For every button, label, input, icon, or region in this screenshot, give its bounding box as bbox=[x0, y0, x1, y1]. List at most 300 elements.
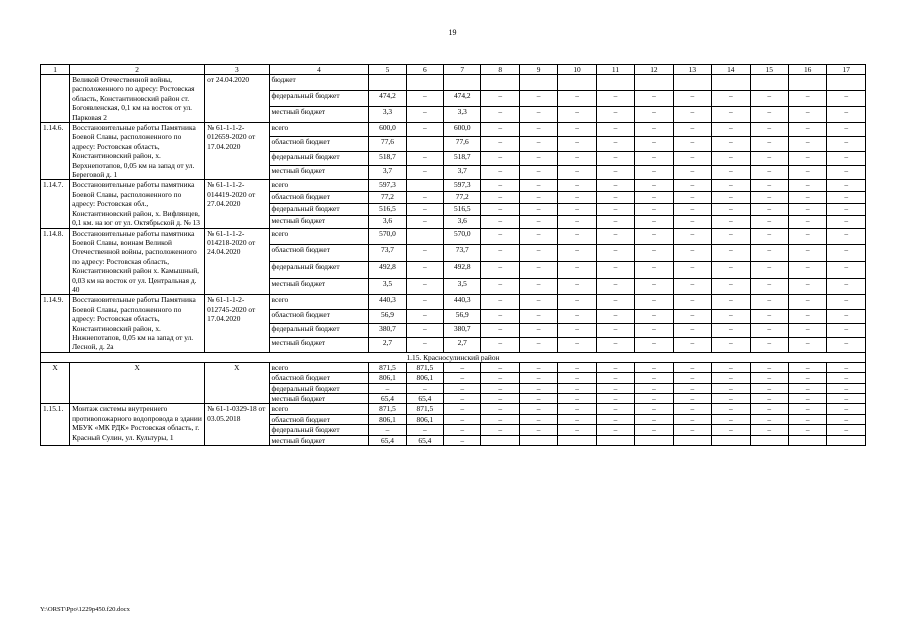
value-cell: 871,5 bbox=[406, 362, 443, 372]
value-cell: – bbox=[406, 204, 443, 216]
value-cell: – bbox=[712, 216, 750, 228]
value-cell: – bbox=[558, 180, 596, 192]
value-cell: 3,7 bbox=[444, 166, 481, 180]
value-cell: 73,7 bbox=[369, 245, 406, 262]
value-cell: – bbox=[406, 309, 443, 323]
value-cell: – bbox=[750, 383, 788, 393]
value-cell: – bbox=[673, 324, 711, 338]
value-cell: – bbox=[827, 107, 866, 123]
value-cell: 871,5 bbox=[406, 404, 443, 414]
value-cell bbox=[369, 75, 406, 91]
value-cell: 806,1 bbox=[406, 414, 443, 424]
value-cell: – bbox=[596, 425, 634, 435]
value-cell: 3,7 bbox=[369, 166, 406, 180]
value-cell: 56,9 bbox=[444, 309, 481, 323]
funding-source: местный бюджет bbox=[269, 278, 369, 295]
value-cell: – bbox=[712, 123, 750, 137]
value-cell: – bbox=[519, 204, 557, 216]
value-cell: – bbox=[827, 261, 866, 278]
value-cell: – bbox=[750, 425, 788, 435]
value-cell: – bbox=[788, 123, 826, 137]
value-cell: – bbox=[481, 228, 519, 245]
value-cell: – bbox=[635, 373, 673, 383]
value-cell: – bbox=[558, 324, 596, 338]
value-cell: – bbox=[635, 228, 673, 245]
value-cell: – bbox=[558, 425, 596, 435]
item-name: Восстановительные работы памятника Боевой Славы, воинам Великой Отечественной войны, расположенного по адресу: Ростовская область, Константиновский район х. Камышный, 0,03 км на восток от ул. Центральная д. 40 bbox=[70, 228, 205, 295]
value-cell: – bbox=[558, 414, 596, 424]
value-cell: – bbox=[827, 245, 866, 262]
value-cell: – bbox=[596, 166, 634, 180]
value-cell: – bbox=[635, 394, 673, 404]
value-cell: – bbox=[788, 151, 826, 165]
value-cell: – bbox=[788, 91, 826, 107]
value-cell: – bbox=[712, 394, 750, 404]
value-cell: – bbox=[519, 338, 557, 352]
value-cell: 77,6 bbox=[369, 137, 406, 151]
value-cell bbox=[558, 75, 596, 91]
value-cell: – bbox=[635, 324, 673, 338]
value-cell: 56,9 bbox=[369, 309, 406, 323]
value-cell: – bbox=[750, 107, 788, 123]
value-cell: – bbox=[673, 166, 711, 180]
value-cell: – bbox=[750, 245, 788, 262]
value-cell: – bbox=[406, 166, 443, 180]
value-cell: – bbox=[519, 123, 557, 137]
value-cell: – bbox=[444, 383, 481, 393]
value-cell: – bbox=[673, 91, 711, 107]
value-cell: – bbox=[827, 137, 866, 151]
value-cell: – bbox=[827, 91, 866, 107]
value-cell: – bbox=[444, 404, 481, 414]
value-cell: – bbox=[750, 338, 788, 352]
funding-source: местный бюджет bbox=[269, 107, 369, 123]
column-number-row bbox=[41, 65, 866, 75]
column-header: 6 bbox=[406, 65, 443, 75]
value-cell: – bbox=[481, 91, 519, 107]
value-cell: – bbox=[519, 295, 557, 309]
value-cell: 518,7 bbox=[369, 151, 406, 165]
value-cell: – bbox=[406, 245, 443, 262]
value-cell: – bbox=[788, 166, 826, 180]
value-cell: 65,4 bbox=[369, 435, 406, 445]
value-cell: – bbox=[596, 151, 634, 165]
value-cell: – bbox=[406, 425, 443, 435]
value-cell: – bbox=[673, 151, 711, 165]
value-cell: – bbox=[788, 383, 826, 393]
value-cell: – bbox=[635, 107, 673, 123]
value-cell: – bbox=[712, 404, 750, 414]
value-cell: – bbox=[712, 414, 750, 424]
value-cell bbox=[558, 435, 596, 445]
value-cell bbox=[673, 75, 711, 91]
value-cell: – bbox=[750, 362, 788, 372]
value-cell: – bbox=[788, 107, 826, 123]
value-cell: – bbox=[788, 394, 826, 404]
item-name: Восстановительные работы Памятника Боевой Славы, расположенного по адресу: Ростовская область, Константиновский район, х. Верхнепотапов, 0,05 км на запад от ул. Береговой д. 1 bbox=[70, 123, 205, 180]
column-header: 16 bbox=[788, 65, 826, 75]
value-cell: – bbox=[558, 192, 596, 204]
document-ref: № 61-1-1-2-012659-2020 от 17.04.2020 bbox=[205, 123, 269, 180]
value-cell: – bbox=[596, 278, 634, 295]
value-cell bbox=[406, 75, 443, 91]
value-cell: – bbox=[827, 338, 866, 352]
value-cell: – bbox=[673, 137, 711, 151]
item-name: Великой Отечественной войны, расположенного по адресу: Ростовская область, Константиновский район ст. Богоявленская, 0,1 км на восток от ул. Парковая 2 bbox=[70, 75, 205, 123]
value-cell: – bbox=[673, 192, 711, 204]
value-cell: – bbox=[788, 228, 826, 245]
value-cell: – bbox=[406, 261, 443, 278]
column-header: 11 bbox=[596, 65, 634, 75]
value-cell: 65,4 bbox=[369, 394, 406, 404]
value-cell: – bbox=[788, 137, 826, 151]
value-cell: 806,1 bbox=[369, 373, 406, 383]
funding-source: местный бюджет bbox=[269, 435, 369, 445]
value-cell: – bbox=[712, 373, 750, 383]
value-cell: 77,2 bbox=[444, 192, 481, 204]
value-cell: – bbox=[596, 373, 634, 383]
value-cell: – bbox=[519, 180, 557, 192]
value-cell: – bbox=[712, 278, 750, 295]
value-cell: – bbox=[788, 245, 826, 262]
value-cell: – bbox=[596, 295, 634, 309]
value-cell: – bbox=[519, 245, 557, 262]
value-cell: – bbox=[788, 362, 826, 372]
value-cell: – bbox=[712, 425, 750, 435]
value-cell: – bbox=[750, 261, 788, 278]
column-header: 5 bbox=[369, 65, 406, 75]
value-cell: 77,2 bbox=[369, 192, 406, 204]
value-cell: – bbox=[750, 278, 788, 295]
value-cell: 871,5 bbox=[369, 404, 406, 414]
value-cell: – bbox=[558, 261, 596, 278]
item-name: Восстановительные работы Памятника Боевой Славы, расположенного по адресу: Ростовская область, Константиновский район, х. Нижнепотапов, 0,05 км на запад от ул. Лесной, д. 2а bbox=[70, 295, 205, 352]
value-cell: – bbox=[750, 404, 788, 414]
value-cell: – bbox=[519, 404, 557, 414]
value-cell: – bbox=[788, 204, 826, 216]
value-cell: – bbox=[635, 180, 673, 192]
value-cell: – bbox=[788, 278, 826, 295]
item-number: 1.14.7. bbox=[41, 180, 70, 228]
value-cell bbox=[596, 75, 634, 91]
value-cell: – bbox=[635, 204, 673, 216]
value-cell bbox=[519, 435, 557, 445]
table-row bbox=[41, 123, 866, 137]
value-cell: – bbox=[558, 228, 596, 245]
value-cell: – bbox=[406, 151, 443, 165]
value-cell: – bbox=[712, 192, 750, 204]
value-cell: – bbox=[750, 204, 788, 216]
column-header: 15 bbox=[750, 65, 788, 75]
value-cell: – bbox=[558, 107, 596, 123]
value-cell: – bbox=[712, 309, 750, 323]
funding-source: федеральный бюджет bbox=[269, 261, 369, 278]
value-cell: – bbox=[673, 373, 711, 383]
value-cell: 570,0 bbox=[369, 228, 406, 245]
funding-source: местный бюджет bbox=[269, 166, 369, 180]
document-ref: Х bbox=[205, 362, 269, 404]
value-cell: – bbox=[519, 362, 557, 372]
value-cell: – bbox=[827, 180, 866, 192]
value-cell: 3,5 bbox=[369, 278, 406, 295]
value-cell: 597,3 bbox=[369, 180, 406, 192]
value-cell: – bbox=[712, 166, 750, 180]
value-cell: – bbox=[827, 192, 866, 204]
funding-source: областной бюджет bbox=[269, 309, 369, 323]
value-cell: – bbox=[712, 151, 750, 165]
column-header: 12 bbox=[635, 65, 673, 75]
value-cell: – bbox=[673, 309, 711, 323]
value-cell: – bbox=[596, 394, 634, 404]
file-path-footer: Y:\ORST\Ppo\1229p450.f20.docx bbox=[40, 606, 130, 613]
document-ref: № 61-1-1-2-014419-2020 от 27.04.2020 bbox=[205, 180, 269, 228]
value-cell: – bbox=[481, 123, 519, 137]
value-cell: – bbox=[444, 425, 481, 435]
value-cell: – bbox=[519, 166, 557, 180]
value-cell: – bbox=[596, 228, 634, 245]
funding-source: областной бюджет bbox=[269, 137, 369, 151]
value-cell: – bbox=[519, 91, 557, 107]
value-cell bbox=[635, 75, 673, 91]
value-cell: – bbox=[481, 324, 519, 338]
value-cell: – bbox=[827, 228, 866, 245]
value-cell: – bbox=[712, 137, 750, 151]
item-number: 1.14.8. bbox=[41, 228, 70, 295]
value-cell bbox=[481, 75, 519, 91]
value-cell: – bbox=[519, 373, 557, 383]
value-cell: – bbox=[519, 216, 557, 228]
column-header: 1 bbox=[41, 65, 70, 75]
column-header: 7 bbox=[444, 65, 481, 75]
item-name: Восстановительные работы памятника Боевой Славы, расположенного по адресу: Ростовская обл., Константиновский район, х. Вифлянцев, 0,1 км. на юг от ул. Октябрьской д. № 13 bbox=[70, 180, 205, 228]
funding-source: федеральный бюджет bbox=[269, 324, 369, 338]
funding-source: всего bbox=[269, 123, 369, 137]
value-cell: – bbox=[596, 216, 634, 228]
document-ref: № 61-1-0329-18 от 03.05.2018 bbox=[205, 404, 269, 446]
value-cell: – bbox=[519, 151, 557, 165]
value-cell bbox=[827, 75, 866, 91]
column-header: 3 bbox=[205, 65, 269, 75]
item-number: 1.14.6. bbox=[41, 123, 70, 180]
value-cell bbox=[673, 435, 711, 445]
value-cell: – bbox=[558, 204, 596, 216]
value-cell bbox=[788, 75, 826, 91]
value-cell: – bbox=[712, 107, 750, 123]
value-cell: – bbox=[596, 338, 634, 352]
value-cell: – bbox=[635, 123, 673, 137]
funding-source: областной бюджет bbox=[269, 373, 369, 383]
value-cell: – bbox=[596, 383, 634, 393]
budget-table bbox=[40, 64, 866, 446]
value-cell: – bbox=[596, 204, 634, 216]
value-cell: – bbox=[788, 324, 826, 338]
value-cell bbox=[712, 435, 750, 445]
value-cell: – bbox=[673, 216, 711, 228]
value-cell: – bbox=[673, 245, 711, 262]
value-cell: – bbox=[673, 362, 711, 372]
value-cell: – bbox=[596, 91, 634, 107]
value-cell: – bbox=[635, 425, 673, 435]
value-cell: – bbox=[635, 404, 673, 414]
value-cell: – bbox=[827, 123, 866, 137]
funding-source: областной бюджет bbox=[269, 414, 369, 424]
value-cell bbox=[444, 75, 481, 91]
value-cell: – bbox=[788, 180, 826, 192]
value-cell: – bbox=[481, 425, 519, 435]
column-header: 2 bbox=[70, 65, 205, 75]
value-cell: – bbox=[635, 278, 673, 295]
value-cell: – bbox=[673, 295, 711, 309]
value-cell: – bbox=[673, 204, 711, 216]
value-cell: – bbox=[827, 324, 866, 338]
value-cell: – bbox=[558, 123, 596, 137]
value-cell: – bbox=[558, 278, 596, 295]
value-cell: – bbox=[712, 180, 750, 192]
value-cell: – bbox=[444, 435, 481, 445]
value-cell: – bbox=[481, 204, 519, 216]
value-cell: – bbox=[712, 383, 750, 393]
value-cell: – bbox=[750, 324, 788, 338]
item-name: Монтаж системы внутреннего противопожарного водопровода в здании МБУК «МК РДК» Ростовская область, г. Красный Сулин, ул. Культуры, 1 bbox=[70, 404, 205, 446]
value-cell bbox=[519, 75, 557, 91]
value-cell: – bbox=[558, 91, 596, 107]
value-cell: – bbox=[750, 123, 788, 137]
value-cell: – bbox=[558, 151, 596, 165]
value-cell bbox=[406, 137, 443, 151]
value-cell: – bbox=[481, 373, 519, 383]
value-cell: – bbox=[673, 394, 711, 404]
value-cell: – bbox=[481, 180, 519, 192]
value-cell: 492,8 bbox=[444, 261, 481, 278]
value-cell: 806,1 bbox=[369, 414, 406, 424]
value-cell: – bbox=[444, 414, 481, 424]
item-number bbox=[41, 75, 70, 123]
value-cell: – bbox=[788, 414, 826, 424]
value-cell: – bbox=[673, 404, 711, 414]
value-cell: – bbox=[519, 107, 557, 123]
value-cell: – bbox=[406, 383, 443, 393]
value-cell: – bbox=[444, 394, 481, 404]
table-row bbox=[41, 362, 866, 372]
value-cell: – bbox=[558, 362, 596, 372]
value-cell: 3,6 bbox=[444, 216, 481, 228]
value-cell: – bbox=[596, 192, 634, 204]
funding-source: местный бюджет bbox=[269, 394, 369, 404]
value-cell: 871,5 bbox=[369, 362, 406, 372]
value-cell: – bbox=[558, 166, 596, 180]
value-cell: – bbox=[673, 425, 711, 435]
value-cell: 2,7 bbox=[369, 338, 406, 352]
value-cell: – bbox=[558, 373, 596, 383]
section-row bbox=[41, 352, 866, 362]
value-cell: 492,8 bbox=[369, 261, 406, 278]
value-cell: – bbox=[519, 309, 557, 323]
value-cell: – bbox=[596, 324, 634, 338]
value-cell: – bbox=[481, 166, 519, 180]
value-cell: – bbox=[712, 295, 750, 309]
value-cell: 474,2 bbox=[444, 91, 481, 107]
value-cell: – bbox=[635, 216, 673, 228]
value-cell: – bbox=[519, 324, 557, 338]
value-cell bbox=[827, 435, 866, 445]
column-header: 9 bbox=[519, 65, 557, 75]
value-cell: 516,5 bbox=[444, 204, 481, 216]
value-cell: – bbox=[750, 192, 788, 204]
value-cell: – bbox=[596, 245, 634, 262]
value-cell: – bbox=[712, 261, 750, 278]
funding-source: всего bbox=[269, 404, 369, 414]
value-cell: – bbox=[635, 91, 673, 107]
value-cell: – bbox=[788, 373, 826, 383]
value-cell: – bbox=[444, 362, 481, 372]
value-cell: – bbox=[635, 166, 673, 180]
value-cell: – bbox=[673, 107, 711, 123]
table-row bbox=[41, 295, 866, 309]
value-cell: – bbox=[673, 278, 711, 295]
value-cell: – bbox=[369, 425, 406, 435]
value-cell: – bbox=[406, 216, 443, 228]
value-cell: – bbox=[481, 245, 519, 262]
value-cell: – bbox=[750, 394, 788, 404]
page-number: 19 bbox=[448, 28, 457, 37]
value-cell: – bbox=[827, 414, 866, 424]
value-cell: – bbox=[635, 338, 673, 352]
value-cell: – bbox=[673, 228, 711, 245]
value-cell: – bbox=[712, 338, 750, 352]
value-cell: 380,7 bbox=[369, 324, 406, 338]
funding-source: федеральный бюджет bbox=[269, 425, 369, 435]
value-cell: – bbox=[827, 425, 866, 435]
value-cell: – bbox=[481, 383, 519, 393]
value-cell: – bbox=[635, 362, 673, 372]
value-cell: – bbox=[712, 204, 750, 216]
value-cell: 73,7 bbox=[444, 245, 481, 262]
value-cell: – bbox=[481, 338, 519, 352]
value-cell: – bbox=[519, 192, 557, 204]
funding-source: местный бюджет bbox=[269, 338, 369, 352]
value-cell: – bbox=[481, 362, 519, 372]
value-cell bbox=[596, 435, 634, 445]
table-row bbox=[41, 228, 866, 245]
value-cell: – bbox=[635, 151, 673, 165]
value-cell: – bbox=[788, 425, 826, 435]
value-cell: – bbox=[406, 192, 443, 204]
value-cell bbox=[406, 180, 443, 192]
value-cell bbox=[635, 435, 673, 445]
value-cell: – bbox=[788, 261, 826, 278]
value-cell: – bbox=[750, 91, 788, 107]
funding-source: областной бюджет bbox=[269, 192, 369, 204]
value-cell: – bbox=[406, 123, 443, 137]
value-cell: – bbox=[406, 324, 443, 338]
funding-source: всего bbox=[269, 362, 369, 372]
value-cell: – bbox=[406, 91, 443, 107]
value-cell: – bbox=[635, 383, 673, 393]
value-cell: – bbox=[369, 383, 406, 393]
value-cell: – bbox=[827, 278, 866, 295]
value-cell: – bbox=[406, 278, 443, 295]
value-cell: – bbox=[406, 107, 443, 123]
value-cell: – bbox=[712, 91, 750, 107]
value-cell: – bbox=[481, 261, 519, 278]
table-row bbox=[41, 180, 866, 192]
value-cell bbox=[481, 435, 519, 445]
value-cell: – bbox=[596, 309, 634, 323]
value-cell: – bbox=[481, 137, 519, 151]
value-cell: – bbox=[519, 394, 557, 404]
column-header: 13 bbox=[673, 65, 711, 75]
value-cell bbox=[750, 435, 788, 445]
